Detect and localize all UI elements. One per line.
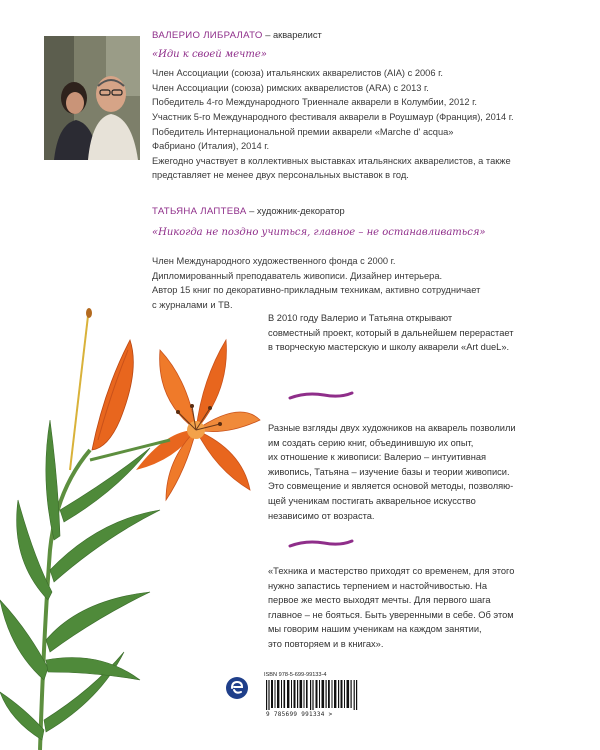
isbn-barcode [262, 670, 370, 722]
lily-illustration [0, 300, 262, 750]
bio-line: Ежегодно участвует в коллективных выставках итальянских акварелистов, а также [152, 155, 511, 166]
bio-line: Участник 5-го Международного фестиваля акварели в Роушмаур (Франция), 2014 г. [152, 111, 514, 122]
bio-tatiana [152, 204, 572, 313]
barcode-digits: 9 785699 991334 > [266, 711, 333, 718]
motto-tatiana: «Никогда не поздно учиться, главное – не останавливаться» [152, 226, 486, 238]
paragraph-line: совместный проект, который в дальнейшем перерастает [268, 327, 514, 338]
decorative-swash [286, 536, 356, 552]
motto-valerio: «Иди к своей мечте» [152, 48, 267, 60]
paragraph-line: их отношение к живописи: Валерио – интуитивная [268, 452, 487, 463]
paragraph-line: живопись, Татьяна – изучение базы и теории живописи. [268, 466, 510, 477]
author-role-valerio: – акварелист [265, 30, 322, 40]
paragraph-line: Это совмещение и является основой методы, позволяю- [268, 481, 514, 492]
paragraph-line: «Техника и мастерство приходят со временем, для этого [268, 566, 515, 576]
paragraph-line: в творческую мастерскую и школу акварели «Art dueL». [268, 342, 510, 353]
paragraph-line: независимо от возраста. [268, 510, 375, 521]
paragraph-line: первое же место выходят мечты. Для первого шага [268, 595, 491, 606]
bio-line: Член Международного художественного фонда с 2000 г. [152, 256, 396, 267]
paragraph-line: главное – не бояться. Быть уверенными в себе. Об этом [268, 609, 514, 620]
bio-valerio [152, 28, 582, 183]
paragraph-line: щей ученикам постигать акварельное искусство [268, 495, 476, 506]
paragraph-line: В 2010 году Валерио и Татьяна открывают [268, 313, 453, 323]
paragraph-line: мы говорим нашим ученикам на каждом занятии, [268, 624, 482, 635]
bio-line: Автор 15 книг по декоративно-прикладным техникам, активно сотрудничает [152, 285, 481, 296]
paragraph-views [268, 421, 516, 523]
bio-line: Победитель 4-го Международного Триеннале акварели в Колумбии, 2012 г. [152, 97, 477, 108]
paragraph-line: это повторяем и в книгах». [268, 638, 384, 649]
isbn-number: ISBN 978-5-699-99133-4 [264, 672, 327, 678]
author-role-tatiana: – художник-декоратор [249, 206, 345, 216]
paragraph-line: нужно запастись терпением и настойчивостью. На [268, 580, 488, 591]
paragraph-line: им создать серию книг, объединившую их опыт, [268, 437, 474, 448]
bio-line: Победитель Интернациональной премии акварели «Marche d' acqua» [152, 126, 454, 137]
paragraph-project [268, 311, 514, 355]
author-name-tatiana: ТАТЬЯНА ЛАПТЕВА [152, 206, 247, 217]
publisher-logo-icon [226, 677, 248, 699]
bio-line: с журналами и ТВ. [152, 299, 233, 310]
bio-line: Фабриано (Италия), 2014 г. [152, 141, 270, 152]
paragraph-line: Разные взгляды двух художников на акварель позволили [268, 423, 516, 433]
bio-line: Член Ассоциации (союза) итальянских акварелистов (AIA) с 2006 г. [152, 68, 443, 79]
authors-photo [44, 36, 140, 160]
decorative-swash [286, 388, 356, 404]
bio-line: представляет не менее двух персональных выставок в год. [152, 170, 409, 181]
paragraph-quote [268, 564, 514, 652]
bio-line: Член Ассоциации (союза) римских акварелистов (ARA) с 2013 г. [152, 82, 429, 93]
barcode-bars [266, 680, 366, 710]
bio-line: Дипломированный преподаватель живописи. Дизайнер интерьера. [152, 270, 443, 281]
author-name-valerio: ВАЛЕРИО ЛИБРАЛАТО [152, 30, 263, 41]
